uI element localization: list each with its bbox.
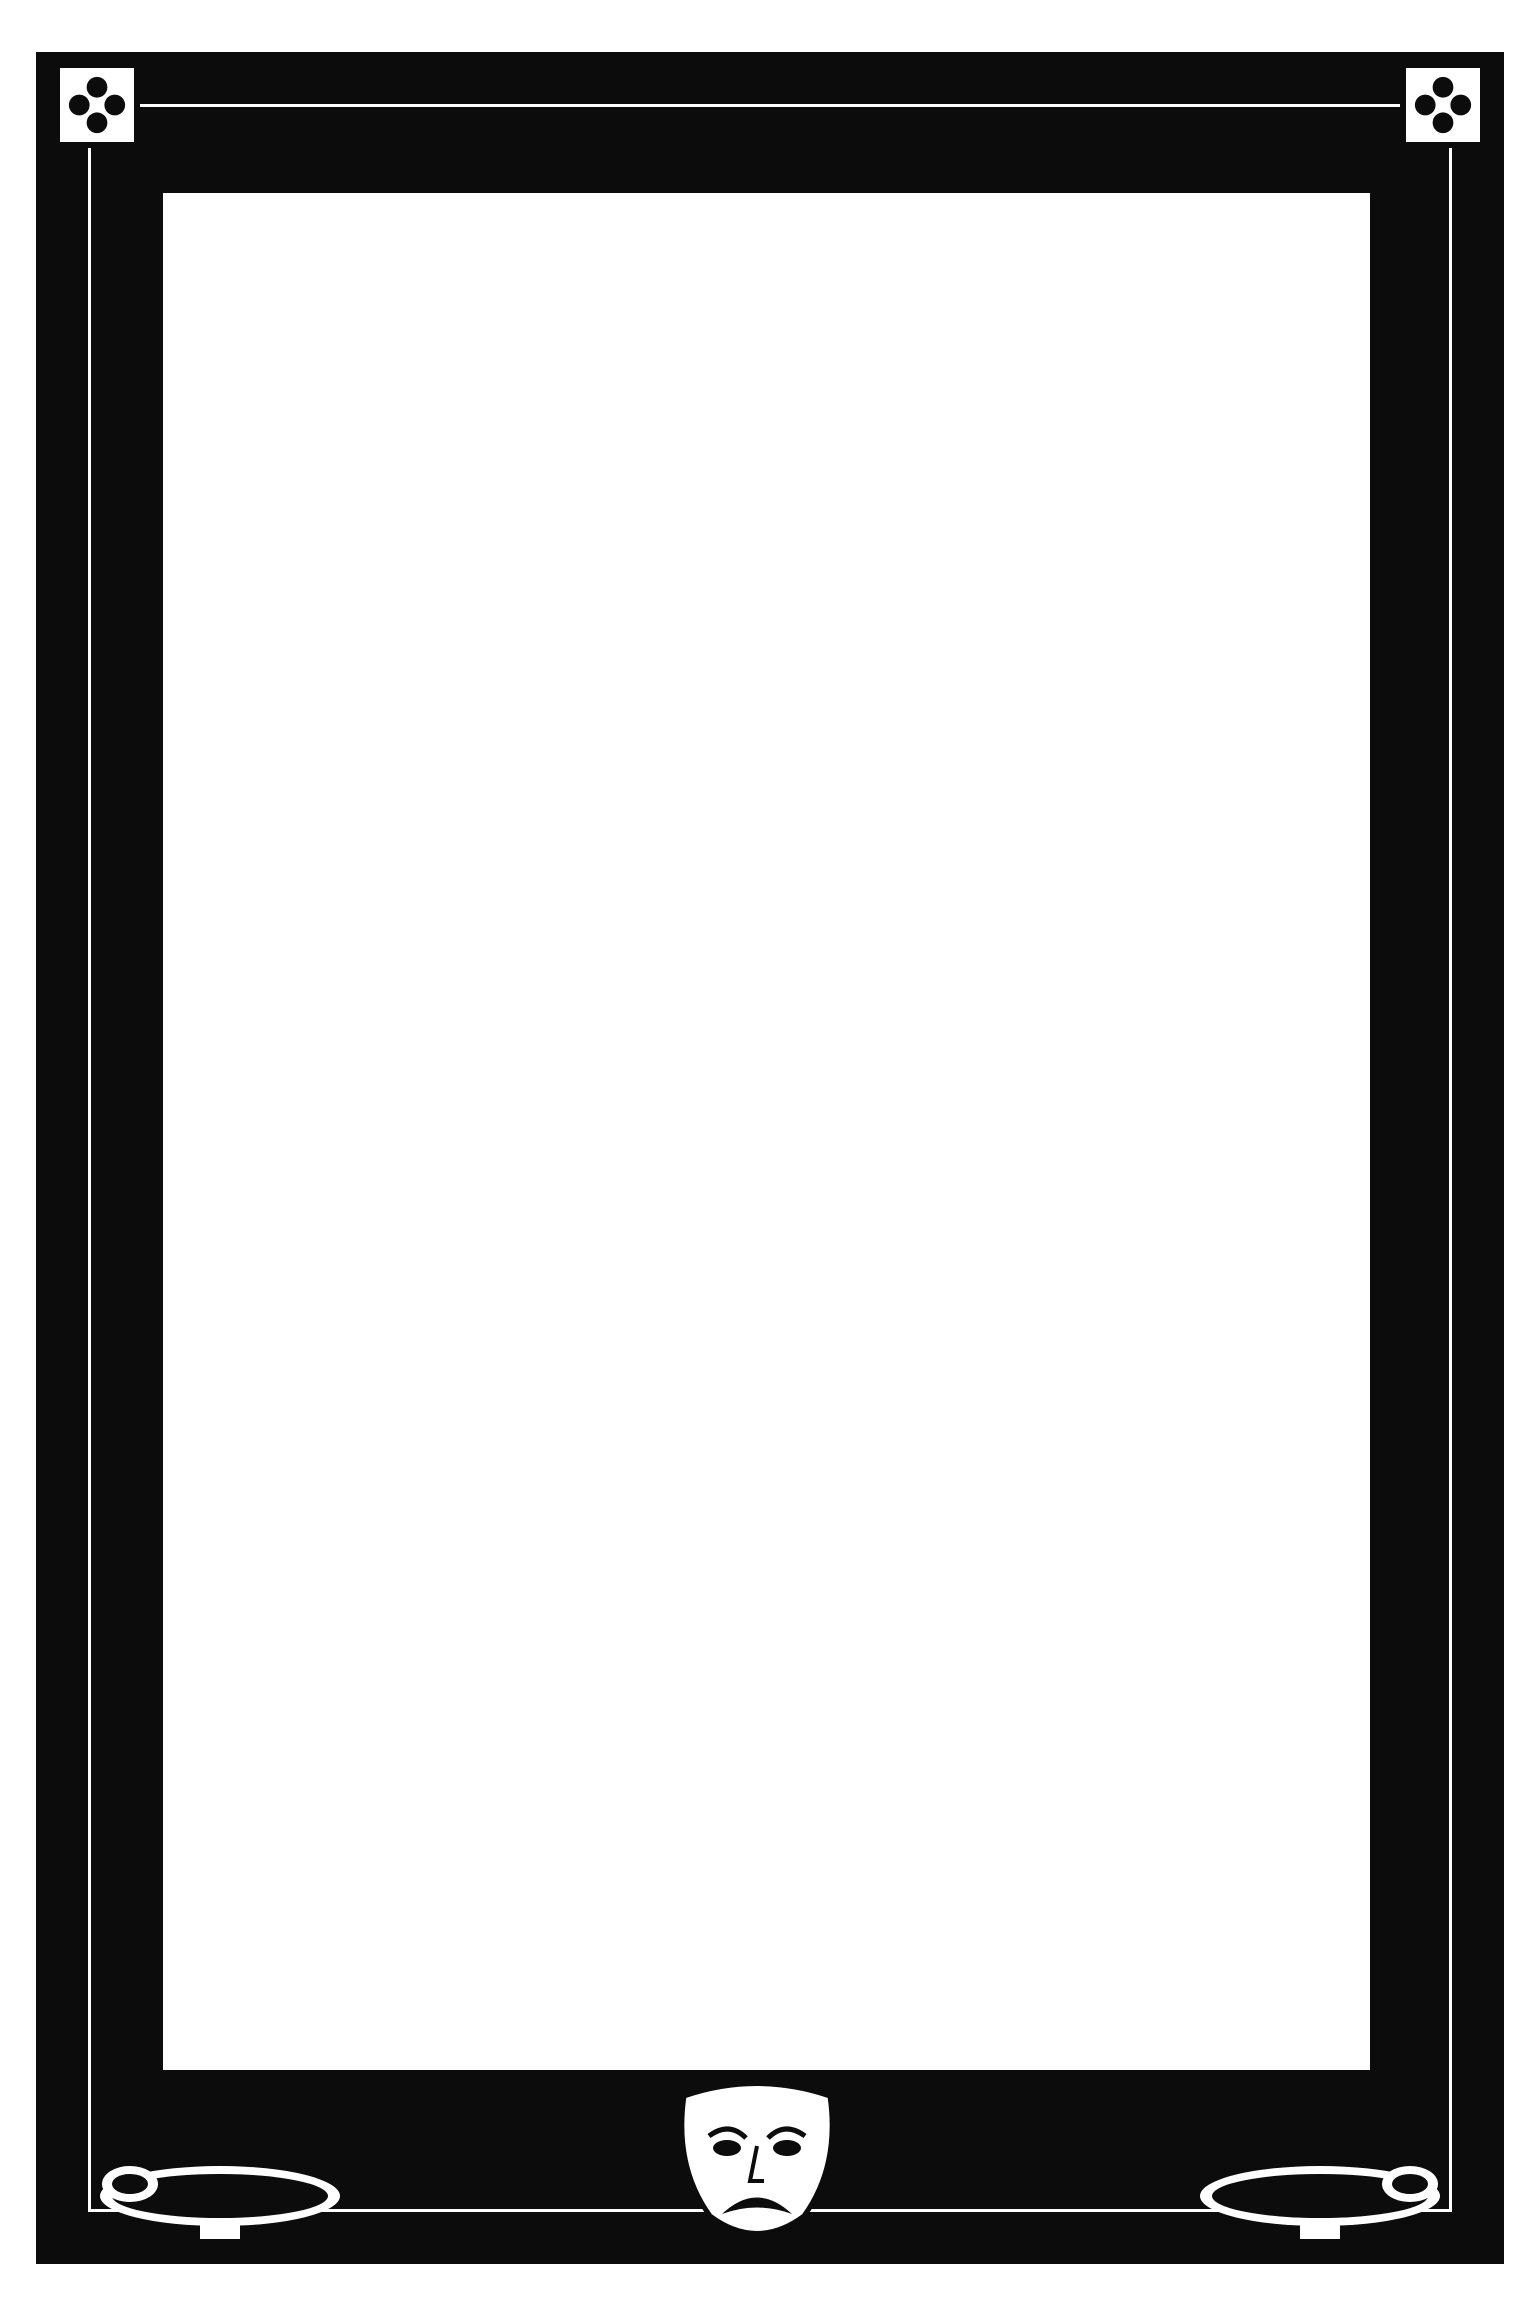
right-oil-lamp-icon: [1200, 2166, 1440, 2239]
tragedy-mask-icon: [664, 2076, 850, 2246]
left-scroll-band: [48, 164, 148, 2104]
top-left-corner-flower-icon: [54, 62, 140, 148]
top-right-corner-flower-icon: [1400, 62, 1486, 148]
right-scroll-band: [1392, 164, 1492, 2104]
left-oil-lamp-icon: [100, 2166, 340, 2239]
text-page: [160, 190, 1370, 2070]
body-text: [213, 293, 1333, 296]
top-scroll-band: [148, 66, 1392, 158]
